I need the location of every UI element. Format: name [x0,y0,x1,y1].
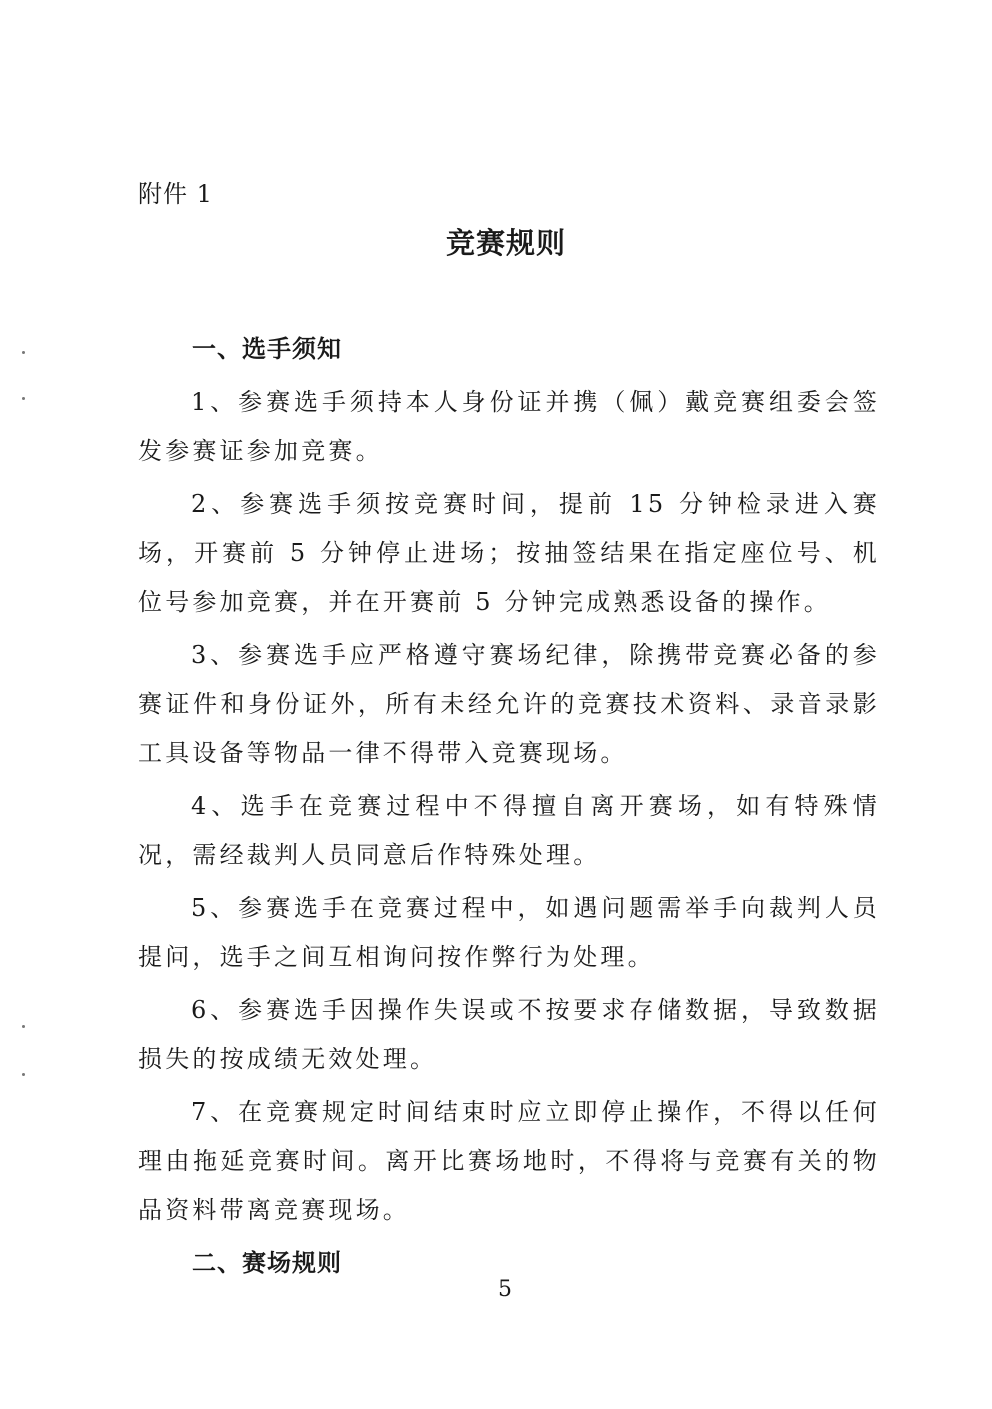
scan-mark [22,1073,25,1076]
rule-paragraph: 7、在竞赛规定时间结束时应立即停止操作，不得以任何理由拖延竞赛时间。离开比赛场地时，不得将与竞赛有关的物品资料带离竞赛现场。 [138,1098,880,1224]
scan-mark [22,351,25,354]
rule-paragraph: 1、参赛选手须持本人身份证并携（佩）戴竞赛组委会签发参赛证参加竞赛。 [138,388,880,465]
section-heading: 一、选手须知 [192,335,342,363]
rule-paragraph: 2、参赛选手须按竞赛时间，提前 15 分钟检录进入赛场，开赛前 5 分钟停止进场；按抽签结果在指定座位号、机位号参加竞赛，并在开赛前 5 分钟完成熟悉设备的操作。 [138,490,880,616]
page-number: 5 [498,1277,512,1302]
scan-mark [22,397,25,400]
document-body [138,325,880,1292]
scan-mark [22,1025,25,1028]
rule-paragraph: 6、参赛选手因操作失误或不按要求存储数据，导致数据损失的按成绩无效处理。 [138,996,880,1073]
page-title: 竞赛规则 [445,226,566,260]
rule-paragraph: 4、选手在竞赛过程中不得擅自离开赛场，如有特殊情况，需经裁判人员同意后作特殊处理。 [138,792,880,869]
attachment-label: 附件 1 [138,180,213,208]
rule-paragraph: 3、参赛选手应严格遵守赛场纪律，除携带竞赛必备的参赛证件和身份证外，所有未经允许的竞赛技术资料、录音录影工具设备等物品一律不得带入竞赛现场。 [138,641,880,767]
section-heading: 二、赛场规则 [192,1249,342,1277]
rule-paragraph: 5、参赛选手在竞赛过程中，如遇问题需举手向裁判人员提问，选手之间互相询问按作弊行为处理。 [138,894,880,971]
